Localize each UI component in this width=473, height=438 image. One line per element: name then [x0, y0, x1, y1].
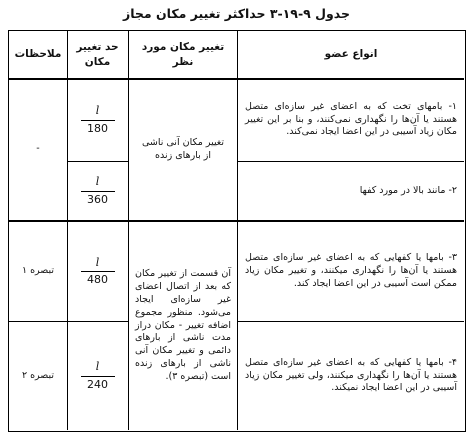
fraction-bar — [81, 271, 115, 272]
deflection-table — [8, 30, 466, 432]
fraction-numerator: l — [95, 104, 100, 118]
row-1-member: ۱- بامهای تخت که به اعضای غیر سازه‌ای متصل هستند یا آن‌ها را نگهداری نمی‌کنند، و بنا بر این تغییر مکان زیاد آسیبی در این اعضا ایجاد نمی‌کند. — [245, 100, 457, 138]
row-4-member: ۴- بامها یا کفهایی که به اعضای غیر سازه‌ای متصل هستند یا آن‌ها را نگهداری میکنند، ولی تغییر مکان زیاد آسیبی در این اعضا ایجاد نمیکند. — [245, 356, 457, 394]
header-notes: ملاحظات — [14, 48, 62, 61]
row-1-limit — [68, 79, 127, 161]
deflection-fraction — [81, 361, 115, 390]
deflection-fraction — [81, 176, 115, 205]
row-4-limit — [68, 322, 127, 430]
row-2-limit — [68, 162, 127, 220]
deflection-fraction — [81, 105, 115, 134]
row-3-member: ۳- بامها یا کفهایی که به اعضای غیر سازه‌ای متصل هستند یا آن‌ها را نگهداری میکنند، و تغییر مکان زیاد ممکن است آسیبی در این اعضا ایجاد کند. — [245, 252, 457, 289]
fraction-numerator: l — [95, 255, 100, 269]
fraction-bar — [81, 191, 115, 192]
group-2-change: آن قسمت از تغییر مکان که بعد از اتصال اعضای غیر سازه‌ای ایجاد می‌شود. منظور مجموع اضافه تغییر - مکان دراز مدت ناشی از بارهای دائمی و تغییر مکان آنی ناشی از بارهای زنده است (تبصره ۳). — [135, 268, 231, 382]
group-1-note: - — [36, 143, 40, 155]
fraction-bar — [81, 376, 115, 377]
fraction-numerator: l — [95, 175, 100, 189]
header-limit: حد تغییر مکان — [76, 41, 119, 68]
table-title: جدول ۹-۱۹-۳ حداکثر تغییر مکان مجاز — [123, 6, 350, 21]
header-members: انواع عضو — [324, 48, 378, 61]
fraction-bar — [81, 120, 115, 121]
fraction-denominator: 240 — [87, 377, 108, 391]
row-4-note: تبصره ۲ — [21, 369, 55, 381]
row-3-limit — [68, 222, 127, 321]
group-1-change: تغییر مکان آنی ناشی از بارهای زنده — [141, 136, 225, 161]
row-2-member: ۲- مانند بالا در مورد کفها — [359, 184, 457, 196]
fraction-denominator: 180 — [87, 121, 108, 135]
fraction-denominator: 480 — [87, 273, 108, 286]
deflection-fraction — [81, 257, 115, 286]
header-change: تغییر مکان مورد نظر — [141, 41, 225, 68]
row-3-note: تبصره ۱ — [21, 265, 55, 277]
fraction-denominator: 360 — [87, 192, 108, 206]
fraction-numerator: l — [95, 360, 100, 374]
